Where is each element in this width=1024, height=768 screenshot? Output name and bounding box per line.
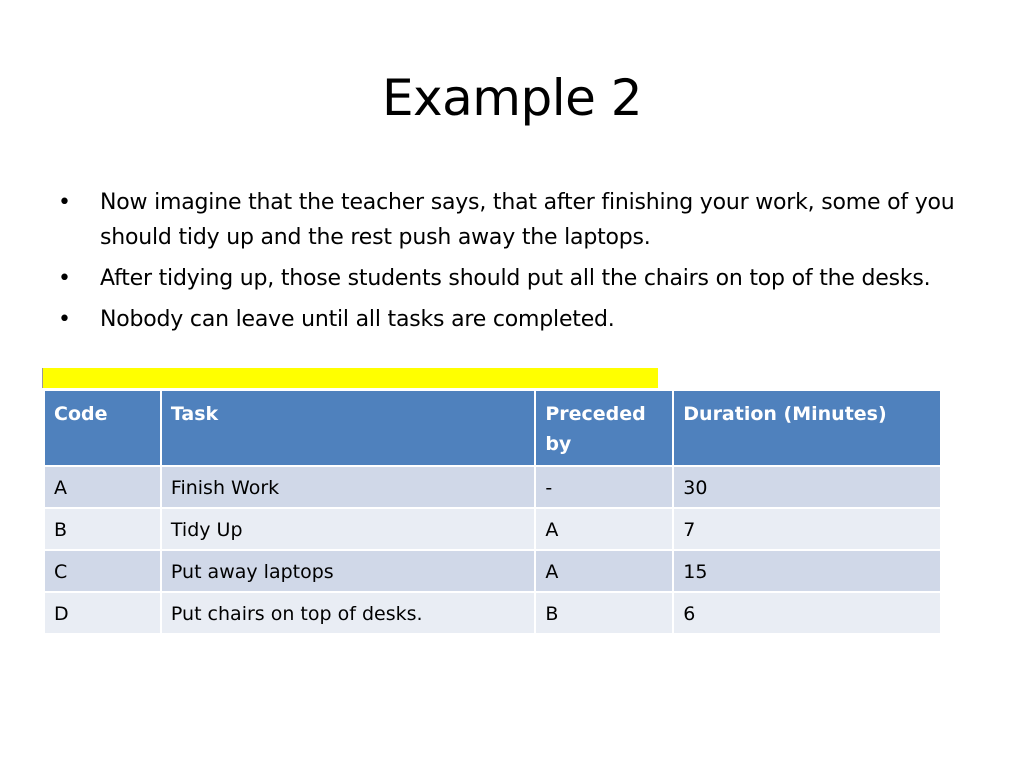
slide-title: Example 2 [381, 69, 643, 127]
bullet-text: Nobody can leave until all tasks are completed. [100, 307, 615, 332]
cell-preceded-by: - [535, 466, 673, 508]
header-preceded-by: Preceded by [535, 390, 673, 466]
cell-duration: 30 [673, 466, 941, 508]
cell-task: Put chairs on top of desks. [161, 592, 535, 634]
bullet-item [58, 302, 978, 337]
cell-preceded-by: B [535, 592, 673, 634]
bullet-list [58, 185, 978, 343]
bullet-dot-icon: • [58, 266, 71, 291]
precedence-table [43, 389, 942, 635]
cell-duration: 15 [673, 550, 941, 592]
cell-task: Finish Work [161, 466, 535, 508]
header-code: Code [44, 390, 161, 466]
table-row [44, 592, 941, 634]
cell-duration: 6 [673, 592, 941, 634]
cell-code: A [44, 466, 161, 508]
cell-code: B [44, 508, 161, 550]
cell-duration: 7 [673, 508, 941, 550]
table-row [44, 508, 941, 550]
table-row [44, 550, 941, 592]
bullet-item [58, 261, 978, 296]
header-duration: Duration (Minutes) [673, 390, 941, 466]
highlight-bar [42, 368, 658, 388]
cell-preceded-by: A [535, 550, 673, 592]
bullet-text: Now imagine that the teacher says, that after finishing your work, some of you should tidy up and the rest push away the laptops. [100, 190, 955, 250]
cell-task: Tidy Up [161, 508, 535, 550]
bullet-dot-icon: • [58, 307, 71, 332]
table-header-row [44, 390, 941, 466]
cell-task: Put away laptops [161, 550, 535, 592]
header-task: Task [161, 390, 535, 466]
bullet-text: After tidying up, those students should put all the chairs on top of the desks. [100, 266, 931, 291]
bullet-item [58, 185, 978, 255]
bullet-dot-icon: • [58, 190, 71, 215]
table-row [44, 466, 941, 508]
cell-code: D [44, 592, 161, 634]
cell-code: C [44, 550, 161, 592]
cell-preceded-by: A [535, 508, 673, 550]
